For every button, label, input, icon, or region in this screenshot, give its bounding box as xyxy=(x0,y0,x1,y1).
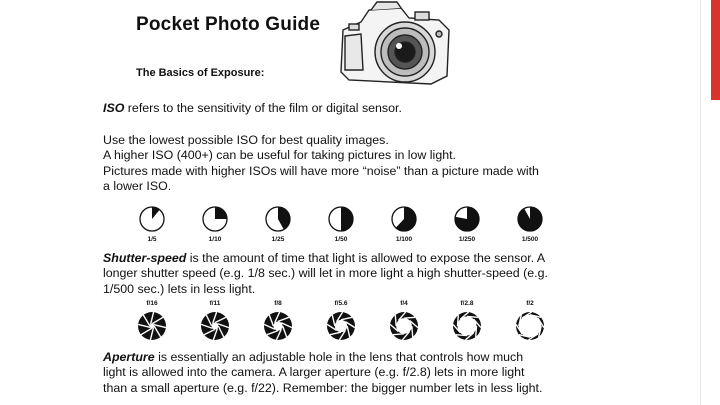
aperture-iris-icon xyxy=(388,310,420,342)
iso-definition xyxy=(103,101,402,116)
aperture-iris-icon xyxy=(262,310,294,342)
shutter-fill xyxy=(341,207,353,231)
iso-details xyxy=(103,133,539,195)
aperture-opening xyxy=(212,323,219,330)
shutter-dial-icon xyxy=(264,205,292,233)
aperture-iris-icon xyxy=(514,310,546,342)
shutter-term: Shutter-speed xyxy=(103,251,187,265)
aperture-term: Aperture xyxy=(103,350,155,364)
iso-line: Pictures made with higher ISOs will have more “noise” than a picture made with xyxy=(103,163,539,178)
aperture-line: is essentially an adjustable hole in the lens that controls how much xyxy=(154,350,524,364)
diagram-label: f/4 xyxy=(400,300,408,307)
accent-bar xyxy=(711,0,720,100)
aperture-line: light is allowed into the camera. A larger aperture (e.g. f/2.8) lets in more light xyxy=(103,365,525,380)
aperture-iris-icon xyxy=(325,310,357,342)
shutter-dial-icon xyxy=(516,205,544,233)
diagram-label: 1/500 xyxy=(521,236,539,243)
diagram-label: 1/25 xyxy=(271,236,285,243)
diagram-label: 1/50 xyxy=(334,236,348,243)
aperture-opening xyxy=(273,321,282,330)
shutter-dial-icon xyxy=(390,205,418,233)
iso-term: ISO xyxy=(103,101,125,115)
section-subtitle: The Basics of Exposure: xyxy=(136,67,265,79)
diagram-label: f/16 xyxy=(146,300,158,307)
iso-definition-text: refers to the sensitivity of the film or digital sensor. xyxy=(124,101,402,115)
iso-line: Use the lowest possible ISO for best quality images. xyxy=(103,133,389,147)
page-title: Pocket Photo Guide xyxy=(136,14,321,35)
diagram-label: f/5.6 xyxy=(334,300,348,307)
diagram-label: 1/250 xyxy=(458,236,476,243)
aperture-definition xyxy=(103,350,542,396)
shutter-definition xyxy=(103,251,548,297)
aperture-iris-icon xyxy=(136,310,168,342)
diagram-label: f/2.8 xyxy=(460,300,474,307)
diagram-label: f/11 xyxy=(209,300,221,307)
shutter-dial-icon xyxy=(201,205,229,233)
aperture-line: than a small aperture (e.g. f/22). Remember: the bigger number lets in less light. xyxy=(103,380,543,395)
slide-edge-rule xyxy=(700,0,701,405)
shutter-dial-icon xyxy=(327,205,355,233)
aperture-opening xyxy=(396,318,412,334)
aperture-opening xyxy=(335,320,347,332)
camera-icon xyxy=(331,0,459,92)
shutter-dial-icon xyxy=(138,205,166,233)
diagram-label: f/8 xyxy=(274,300,282,307)
aperture-diagram xyxy=(130,300,560,346)
diagram-label: 1/100 xyxy=(395,236,413,243)
shutter-dial-icon xyxy=(453,205,481,233)
shutter-fill xyxy=(215,207,227,219)
diagram-label: f/2 xyxy=(526,300,534,307)
aperture-iris-icon xyxy=(199,310,231,342)
shutter-line: 1/500 sec.) lets in less light. xyxy=(103,281,256,296)
shutter-line: longer shutter speed (e.g. 1/8 sec.) will let in more light a high shutter-speed (e.g. xyxy=(103,266,548,281)
aperture-iris-icon xyxy=(451,310,483,342)
aperture-opening xyxy=(150,324,154,328)
shutter-speed-diagram xyxy=(130,205,560,249)
iso-line: A higher ISO (400+) can be useful for taking pictures in low light. xyxy=(103,148,456,163)
shutter-line: is the amount of time that light is allowed to expose the sensor. A xyxy=(186,251,546,265)
diagram-label: 1/10 xyxy=(208,236,222,243)
diagram-label: 1/5 xyxy=(147,236,157,243)
iso-line: a lower ISO. xyxy=(103,179,172,194)
